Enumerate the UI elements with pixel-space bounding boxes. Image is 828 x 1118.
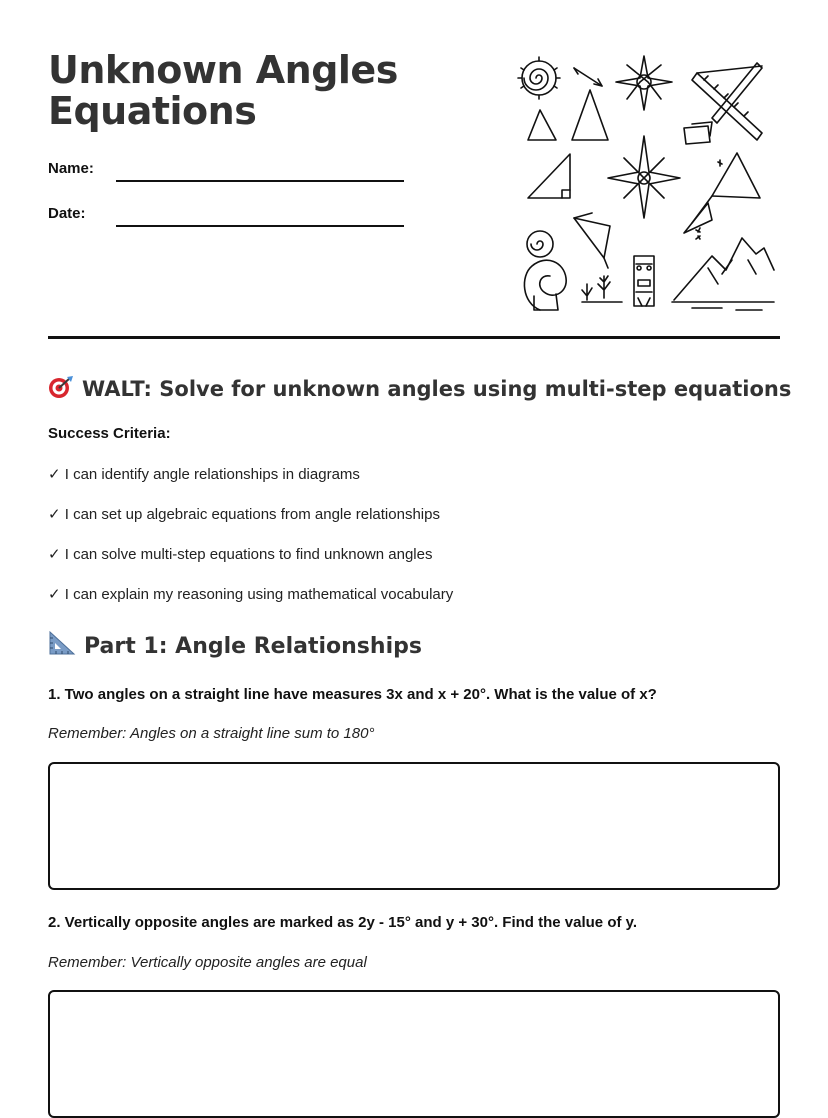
angle-triangle-icon [684, 153, 760, 239]
compass-rose-icon [616, 56, 672, 110]
answer-box-1[interactable] [48, 762, 780, 890]
target-dart-icon [48, 375, 74, 399]
date-label: Date: [48, 205, 86, 222]
arrow-triangle-icon [574, 213, 610, 268]
right-triangle-icon [528, 154, 570, 198]
plants-icon [582, 276, 622, 302]
title-line-2: Equations [48, 89, 257, 133]
triangle-icon [528, 90, 608, 140]
question-1: 1. Two angles on a straight line have measures 3x and x + 20°. What is the value of x? [48, 686, 657, 703]
box-icon [684, 122, 712, 144]
compass-star-icon [608, 136, 680, 218]
answer-box-2[interactable] [48, 990, 780, 1118]
mountain-icon [672, 238, 774, 310]
spiral-shell-icon [518, 57, 560, 99]
criterion-item: ✓ I can identify angle relationships in diagrams [48, 466, 360, 483]
title-line-1: Unknown Angles [48, 48, 398, 92]
koru-icon [524, 231, 566, 310]
geometry-illustration [512, 48, 780, 318]
walt-text: WALT: Solve for unknown angles using multi-step equations [82, 377, 792, 401]
criterion-item: ✓ I can explain my reasoning using mathematical vocabulary [48, 586, 454, 603]
part-1-title: Part 1: Angle Relationships [84, 634, 422, 659]
reminder-2: Remember: Vertically opposite angles are equal [48, 954, 367, 971]
walt-heading [48, 375, 808, 401]
set-square-icon [48, 630, 76, 656]
criterion-item: ✓ I can set up algebraic equations from angle relationships [48, 506, 440, 523]
page-title [48, 50, 468, 132]
part-1-heading [48, 630, 422, 659]
question-2: 2. Vertically opposite angles are marked as 2y - 15° and y + 30°. Find the value of y. [48, 914, 638, 931]
arrow-icon [574, 68, 602, 86]
reminder-1: Remember: Angles on a straight line sum to 180° [48, 725, 375, 742]
ruler-protractor-icon [692, 63, 762, 140]
criterion-item: ✓ I can solve multi-step equations to find unknown angles [48, 546, 433, 563]
success-criteria-heading: Success Criteria: [48, 425, 171, 442]
date-field[interactable] [116, 225, 404, 227]
name-label: Name: [48, 160, 94, 177]
tiki-icon [634, 256, 654, 306]
section-divider [48, 336, 780, 339]
name-field[interactable] [116, 180, 404, 182]
